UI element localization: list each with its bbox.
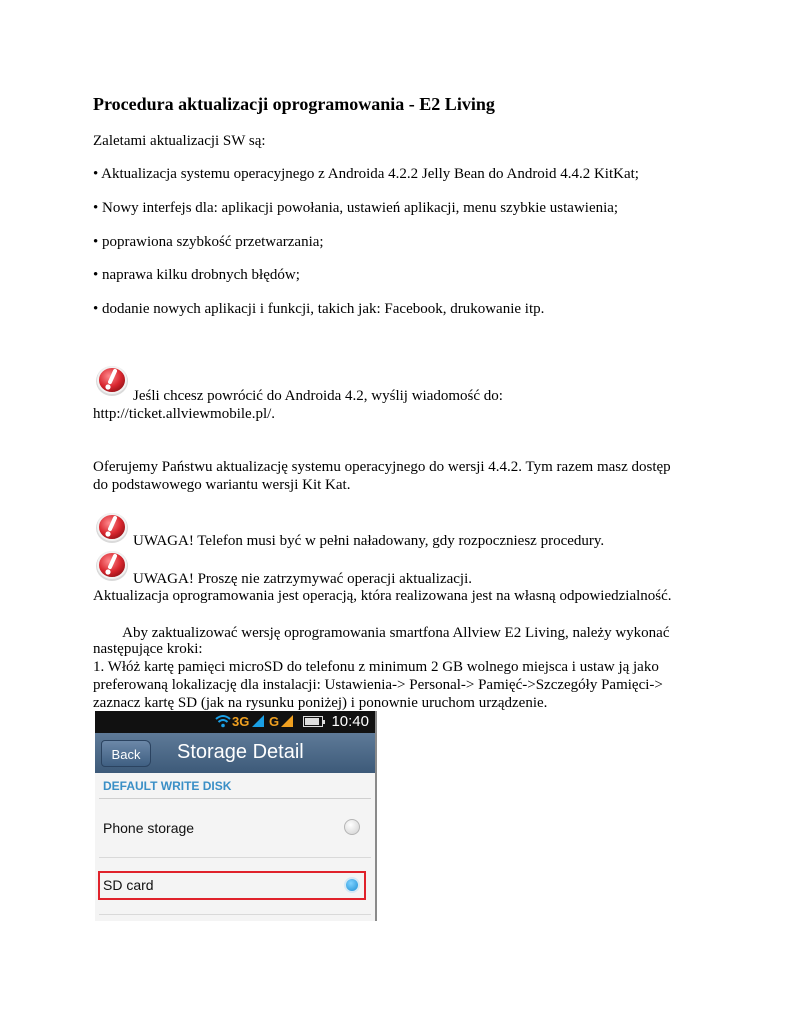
network-3g-label: 3G [232,714,250,729]
back-button-label: Back [111,747,141,762]
bullet-item: • dodanie nowych aplikacji i funkcji, takich jak: Facebook, drukowanie itp. [93,301,545,317]
intro-text: Zaletami aktualizacji SW są: [93,133,266,149]
revert-note: Jeśli chcesz powrócić do Androida 4.2, wyślij wiadomość do: [133,388,503,404]
warning-icon [95,548,129,582]
step-text: zaznacz kartę SD (jak na rysunku poniżej) i ponownie uruchom urządzenie. [93,695,548,711]
action-bar [95,733,377,773]
bullet-item: • Nowy interfejs dla: aplikacji powołania, ustawień aplikacji, menu szybkie ustawienia; [93,200,619,216]
offer-text: do podstawowego wariantu wersji Kit Kat. [93,477,351,493]
bullet-item: • Aktualizacja systemu operacyjnego z Androida 4.2.2 Jelly Bean do Android 4.4.2 KitKat; [93,166,639,182]
signal-icon [281,715,293,727]
status-bar [95,711,377,733]
warning-icon [95,510,129,544]
steps-intro: następujące kroki: [93,641,203,657]
offer-text: Oferujemy Państwu aktualizację systemu operacyjnego do wersji 4.4.2. Tym razem masz dostęp [93,459,671,475]
signal-icon [252,715,264,727]
battery-level-fill [305,718,319,725]
battery-icon [303,716,323,727]
row-divider [99,914,371,915]
step-text: 1. Włóż kartę pamięci microSD do telefonu z minimum 2 GB wolnego miejsca i ustaw ją jako [93,659,659,675]
phone-screenshot [95,711,377,921]
option-label: SD card [103,877,154,893]
document-title: Procedura aktualizacji oprogramowania - E2 Living [93,94,495,114]
bullet-item: • naprawa kilku drobnych błędów; [93,267,300,283]
option-label: Phone storage [103,820,195,836]
revert-url-link[interactable]: http://ticket.allviewmobile.pl/. [93,406,276,422]
bullet-item: • poprawiona szybkość przetwarzania; [93,234,324,250]
radio-button-phone-storage[interactable] [344,819,360,835]
steps-intro: Aby zaktualizować wersję oprogramowania smartfona Allview E2 Living, należy wykonać [93,625,670,641]
radio-button-sd-card[interactable] [344,877,360,893]
network-g-label: G [269,714,280,729]
responsibility-text: Aktualizacja oprogramowania jest operacją, która realizowana jest na własną odpowiedzialność. [93,588,672,604]
warning-text: UWAGA! Telefon musi być w pełni naładowany, gdy rozpoczniesz procedury. [133,533,605,549]
screen-title: Storage Detail [177,741,304,763]
wifi-icon [215,714,231,728]
section-divider [99,798,371,799]
status-time: 10:40 [331,713,369,730]
step-text: preferowaną lokalizację dla instalacji: Ustawienia-> Personal-> Pamięć->Szczegóły Pamięci-> [93,677,663,693]
section-header: DEFAULT WRITE DISK [103,779,232,793]
warning-icon [95,363,129,397]
back-button[interactable] [101,740,151,767]
row-divider [99,857,371,858]
warning-text: UWAGA! Proszę nie zatrzymywać operacji aktualizacji. [133,571,473,587]
